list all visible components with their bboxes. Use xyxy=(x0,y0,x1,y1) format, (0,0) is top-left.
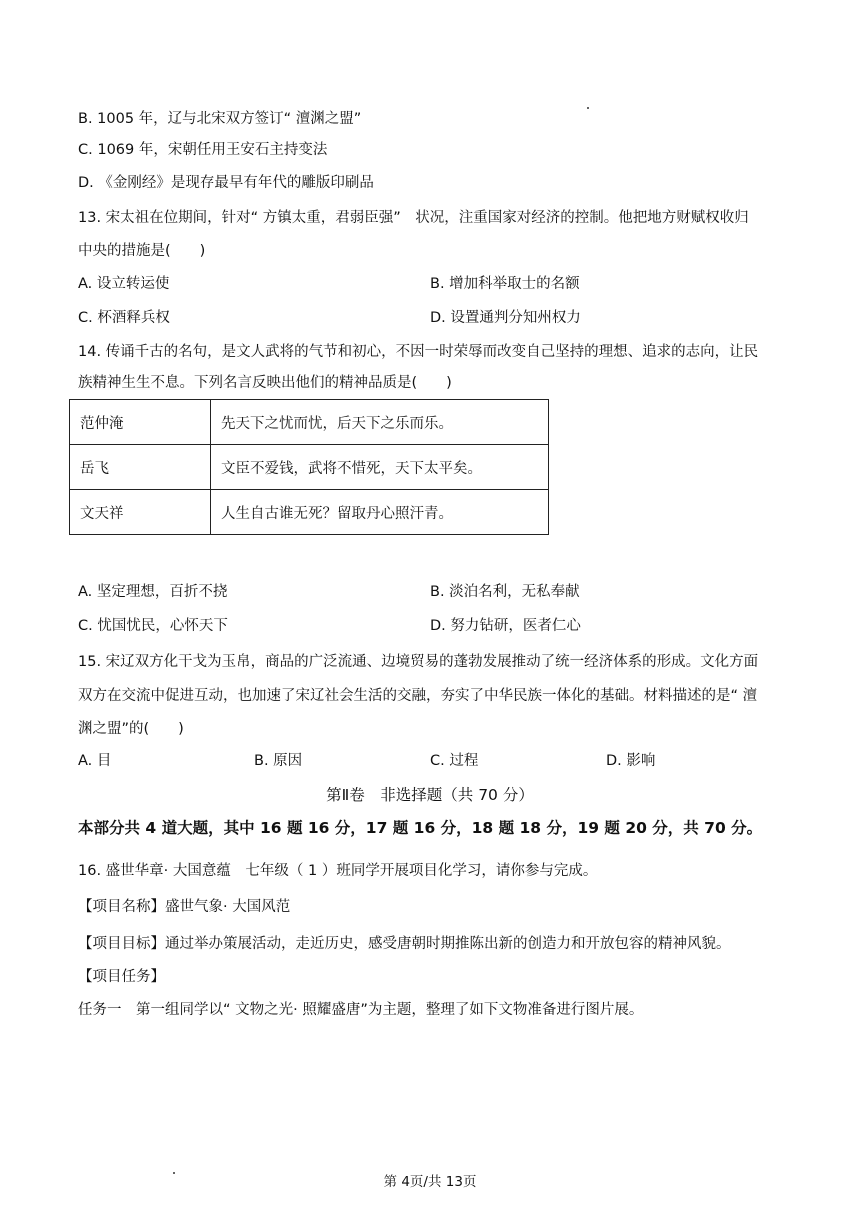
q14-option-a: A. 坚定理想，百折不挠 xyxy=(78,584,228,600)
q14-option-d: D. 努力钻研，医者仁心 xyxy=(430,618,581,634)
q14-stem-line1: 14. 传诵千古的名句，是文人武将的气节和初心，不因一时荣辱而改变自己坚持的理想、追求的志向，让民 xyxy=(78,344,759,360)
q16-project-goal: 【项目目标】通过举办策展活动，走近历史，感受唐朝时期推陈出新的创造力和开放包容的精神风貌。 xyxy=(78,936,731,952)
section2-title: 第Ⅱ卷 非选择题（共 70 分） xyxy=(326,786,534,804)
q16-stem: 16. 盛世华章· 大国意蕴 七年级（ 1 ）班同学开展项目化学习，请你参与完成。 xyxy=(78,863,598,879)
section2-intro: 本部分共 4 道大题，其中 16 题 16 分，17 题 16 分，18 题 18 分，19 题 20 分，共 70 分。 xyxy=(78,819,763,837)
q15-stem-line2: 双方在交流中促进互动，也加速了宋辽社会生活的交融，夯实了中华民族一体化的基础。材料描述的是“ 澶 xyxy=(78,688,758,704)
q15-option-d: D. 影响 xyxy=(606,753,656,769)
q14-option-b: B. 淡泊名利，无私奉献 xyxy=(430,584,580,600)
q14-quote-table xyxy=(69,399,549,535)
q13-option-b: B. 增加科举取士的名额 xyxy=(430,276,580,292)
q12-option-d: D. 《金刚经》是现存最早有年代的雕版印刷品 xyxy=(78,175,374,191)
q15-stem-line1: 15. 宋辽双方化干戈为玉帛，商品的广泛流通、边境贸易的蓬勃发展推动了统一经济体系的形成。文化方面 xyxy=(78,654,759,670)
table-cell-person: 岳飞 xyxy=(70,445,211,490)
q16-project-name: 【项目名称】盛世气象· 大国风范 xyxy=(78,899,291,915)
q15-option-b: B. 原因 xyxy=(254,753,303,769)
q14-option-c: C. 忧国忧民，心怀天下 xyxy=(78,618,228,634)
q15-option-c: C. 过程 xyxy=(430,753,479,769)
q13-option-d: D. 设置通判分知州权力 xyxy=(430,310,581,326)
q15-stem-line3: 渊之盟”的( ) xyxy=(78,721,184,737)
q12-option-b: B. 1005 年，辽与北宋双方签订“ 澶渊之盟” xyxy=(78,111,362,127)
table-row xyxy=(70,490,549,535)
q12-option-c: C. 1069 年，宋朝任用王安石主持变法 xyxy=(78,142,328,158)
table-row xyxy=(70,400,549,445)
q16-project-task-heading: 【项目任务】 xyxy=(78,969,165,985)
q13-stem-line2: 中央的措施是( ) xyxy=(78,243,206,259)
q13-option-c: C. 杯酒释兵权 xyxy=(78,310,170,326)
table-cell-person: 范仲淹 xyxy=(70,400,211,445)
page-number-footer: 第 4页/共 13页 xyxy=(383,1174,477,1190)
table-cell-quote: 人生自古谁无死？留取丹心照汗青。 xyxy=(211,490,549,535)
q16-task1: 任务一 第一组同学以“ 文物之光· 照耀盛唐”为主题，整理了如下文物准备进行图片展。 xyxy=(78,1002,644,1018)
q13-option-a: A. 设立转运使 xyxy=(78,276,170,292)
table-cell-quote: 文臣不爱钱，武将不惜死，天下太平矣。 xyxy=(211,445,549,490)
table-cell-person: 文天祥 xyxy=(70,490,211,535)
q13-stem-line1: 13. 宋太祖在位期间，针对“ 方镇太重，君弱臣强” 状况，注重国家对经济的控制。他把地方财赋权收归 xyxy=(78,210,749,226)
table-cell-quote: 先天下之忧而忧，后天下之乐而乐。 xyxy=(211,400,549,445)
q15-option-a: A. 目 xyxy=(78,753,112,769)
q14-stem-line2: 族精神生生不息。下列名言反映出他们的精神品质是( ) xyxy=(78,375,452,391)
table-row xyxy=(70,445,549,490)
